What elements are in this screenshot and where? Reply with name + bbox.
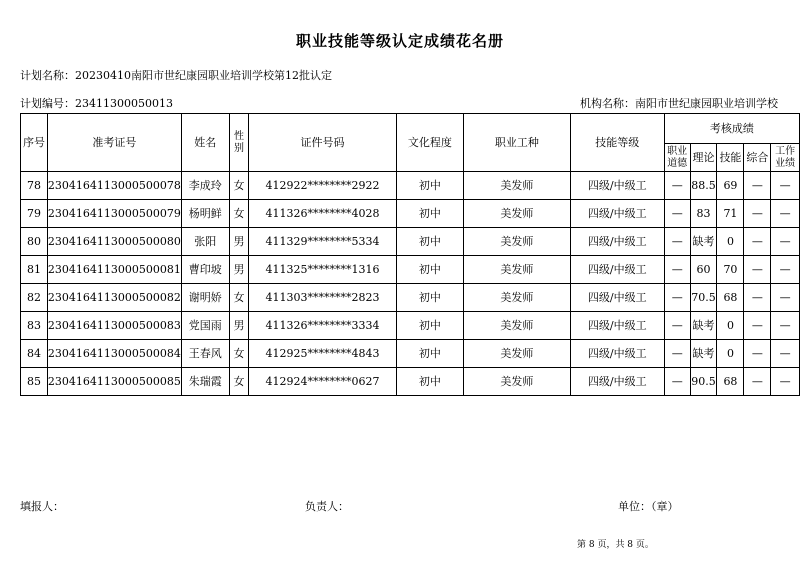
cell-name: 曹印坡 — [181, 256, 229, 284]
table-row — [21, 312, 800, 340]
cell-level: 四级/中级工 — [570, 284, 664, 312]
document-title: 职业技能等级认定成绩花名册 — [295, 32, 504, 50]
cell-gender: 女 — [229, 284, 249, 312]
cell-name: 谢明娇 — [181, 284, 229, 312]
header-assessment: 考核成绩 — [664, 114, 799, 144]
cell-job: 美发师 — [464, 340, 571, 368]
cell-name: 朱瑞霞 — [181, 368, 229, 396]
cell-exam-no: 2304164113000500081 — [47, 256, 181, 284]
cell-theory: 缺考 — [690, 228, 717, 256]
cell-level: 四级/中级工 — [570, 368, 664, 396]
header-job: 职业工种 — [464, 114, 571, 172]
cell-overall: — — [744, 312, 771, 340]
header-overall: 综合 — [744, 144, 771, 172]
header-gender: 性别 — [229, 114, 249, 172]
cell-gender: 男 — [229, 256, 249, 284]
cell-edu: 初中 — [396, 256, 463, 284]
cell-work: — — [771, 368, 800, 396]
cell-exam-no: 2304164113000500083 — [47, 312, 181, 340]
cell-id-no: 412925********4843 — [249, 340, 396, 368]
cell-level: 四级/中级工 — [570, 172, 664, 200]
cell-edu: 初中 — [396, 312, 463, 340]
cell-theory: 缺考 — [690, 312, 717, 340]
cell-theory: 70.5 — [690, 284, 717, 312]
header-skill: 技能 — [717, 144, 744, 172]
cell-gender: 女 — [229, 368, 249, 396]
cell-level: 四级/中级工 — [570, 228, 664, 256]
cell-name: 李成玲 — [181, 172, 229, 200]
cell-skill: 0 — [717, 340, 744, 368]
cell-overall: — — [744, 200, 771, 228]
cell-theory: 缺考 — [690, 340, 717, 368]
cell-skill: 70 — [717, 256, 744, 284]
cell-overall: — — [744, 368, 771, 396]
cell-seq: 80 — [21, 228, 48, 256]
cell-work: — — [771, 284, 800, 312]
cell-id-no: 411326********3334 — [249, 312, 396, 340]
cell-seq: 78 — [21, 172, 48, 200]
cell-seq: 85 — [21, 368, 48, 396]
cell-skill: 71 — [717, 200, 744, 228]
score-table — [20, 113, 800, 396]
cell-work: — — [771, 312, 800, 340]
cell-edu: 初中 — [396, 172, 463, 200]
cell-edu: 初中 — [396, 284, 463, 312]
header-exam-no: 准考证号 — [47, 114, 181, 172]
cell-id-no: 411329********5334 — [249, 228, 396, 256]
cell-id-no: 412924********0627 — [249, 368, 396, 396]
cell-name: 杨明鲜 — [181, 200, 229, 228]
cell-exam-no: 2304164113000500085 — [47, 368, 181, 396]
cell-work: — — [771, 200, 800, 228]
cell-skill: 69 — [717, 172, 744, 200]
cell-theory: 88.5 — [690, 172, 717, 200]
cell-ethics: — — [664, 200, 690, 228]
cell-work: — — [771, 340, 800, 368]
cell-overall: — — [744, 228, 771, 256]
cell-ethics: — — [664, 368, 690, 396]
cell-job: 美发师 — [464, 228, 571, 256]
cell-work: — — [771, 256, 800, 284]
plan-number: 计划编号：23411300050013 — [20, 97, 173, 110]
cell-gender: 女 — [229, 340, 249, 368]
cell-gender: 男 — [229, 312, 249, 340]
header-theory: 理论 — [690, 144, 717, 172]
cell-edu: 初中 — [396, 200, 463, 228]
responsible-label: 负责人： — [305, 500, 349, 513]
cell-level: 四级/中级工 — [570, 256, 664, 284]
header-work: 工作业绩 — [771, 144, 800, 172]
cell-ethics: — — [664, 284, 690, 312]
header-id-no: 证件号码 — [249, 114, 396, 172]
table-row — [21, 368, 800, 396]
cell-theory: 60 — [690, 256, 717, 284]
cell-job: 美发师 — [464, 368, 571, 396]
cell-job: 美发师 — [464, 200, 571, 228]
cell-id-no: 412922********2922 — [249, 172, 396, 200]
cell-skill: 68 — [717, 368, 744, 396]
cell-exam-no: 2304164113000500079 — [47, 200, 181, 228]
table-row — [21, 228, 800, 256]
cell-edu: 初中 — [396, 340, 463, 368]
cell-gender: 男 — [229, 228, 249, 256]
header-seq: 序号 — [21, 114, 48, 172]
cell-work: — — [771, 172, 800, 200]
cell-edu: 初中 — [396, 368, 463, 396]
cell-overall: — — [744, 172, 771, 200]
cell-level: 四级/中级工 — [570, 312, 664, 340]
header-ethics: 职业道德 — [664, 144, 690, 172]
cell-ethics: — — [664, 256, 690, 284]
cell-seq: 83 — [21, 312, 48, 340]
header-level: 技能等级 — [570, 114, 664, 172]
cell-id-no: 411303********2823 — [249, 284, 396, 312]
cell-gender: 女 — [229, 200, 249, 228]
cell-exam-no: 2304164113000500082 — [47, 284, 181, 312]
cell-name: 张阳 — [181, 228, 229, 256]
cell-id-no: 411325********1316 — [249, 256, 396, 284]
table-row — [21, 172, 800, 200]
cell-work: — — [771, 228, 800, 256]
table-row — [21, 284, 800, 312]
cell-exam-no: 2304164113000500078 — [47, 172, 181, 200]
cell-job: 美发师 — [464, 256, 571, 284]
cell-exam-no: 2304164113000500080 — [47, 228, 181, 256]
cell-seq: 79 — [21, 200, 48, 228]
cell-overall: — — [744, 284, 771, 312]
cell-id-no: 411326********4028 — [249, 200, 396, 228]
cell-job: 美发师 — [464, 284, 571, 312]
cell-seq: 84 — [21, 340, 48, 368]
unit-seal-label: 单位：（章） — [618, 500, 679, 513]
page-number: 第 8 页，共 8 页。 — [577, 540, 654, 550]
cell-ethics: — — [664, 312, 690, 340]
cell-ethics: — — [664, 172, 690, 200]
cell-theory: 90.5 — [690, 368, 717, 396]
cell-job: 美发师 — [464, 312, 571, 340]
cell-name: 王春风 — [181, 340, 229, 368]
cell-job: 美发师 — [464, 172, 571, 200]
cell-ethics: — — [664, 228, 690, 256]
cell-seq: 82 — [21, 284, 48, 312]
cell-overall: — — [744, 340, 771, 368]
cell-exam-no: 2304164113000500084 — [47, 340, 181, 368]
cell-level: 四级/中级工 — [570, 340, 664, 368]
table-row — [21, 340, 800, 368]
cell-level: 四级/中级工 — [570, 200, 664, 228]
cell-name: 党国雨 — [181, 312, 229, 340]
cell-gender: 女 — [229, 172, 249, 200]
header-education: 文化程度 — [396, 114, 463, 172]
filler-label: 填报人： — [20, 500, 64, 513]
cell-skill: 0 — [717, 312, 744, 340]
cell-ethics: — — [664, 340, 690, 368]
table-row — [21, 200, 800, 228]
header-name: 姓名 — [181, 114, 229, 172]
cell-skill: 68 — [717, 284, 744, 312]
organization-name: 机构名称：南阳市世纪康园职业培训学校 — [580, 97, 778, 110]
cell-seq: 81 — [21, 256, 48, 284]
cell-skill: 0 — [717, 228, 744, 256]
cell-overall: — — [744, 256, 771, 284]
cell-theory: 83 — [690, 200, 717, 228]
cell-edu: 初中 — [396, 228, 463, 256]
plan-name: 计划名称：20230410南阳市世纪康园职业培训学校第12批认定 — [20, 69, 332, 82]
table-row — [21, 256, 800, 284]
